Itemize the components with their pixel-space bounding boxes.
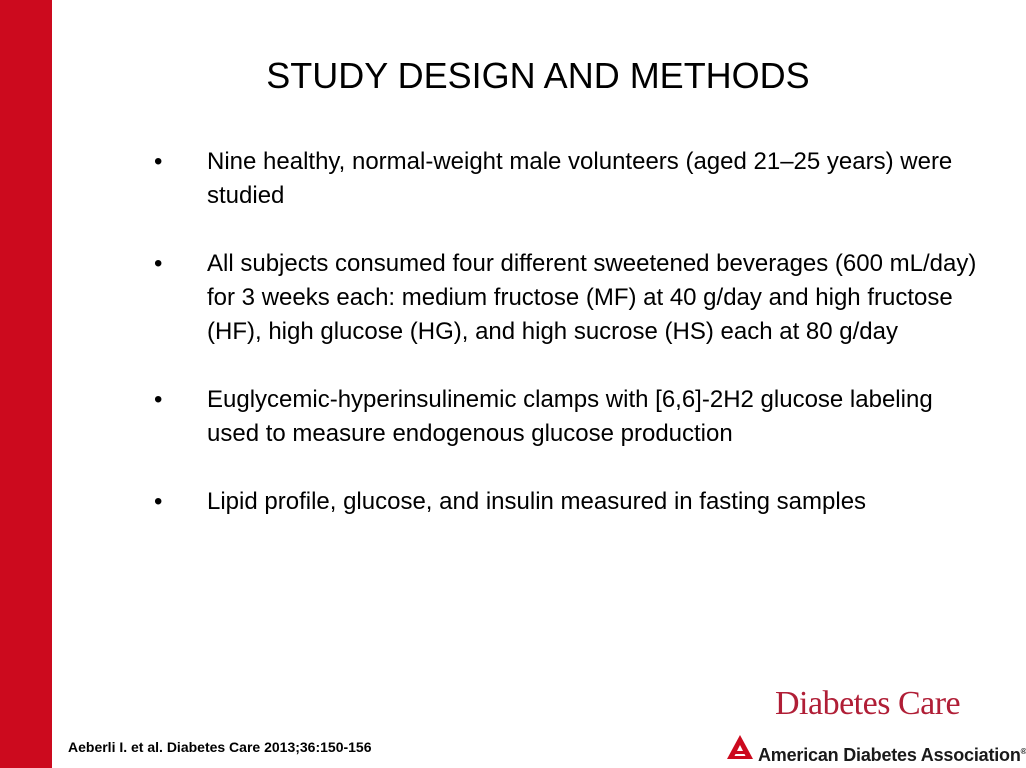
diabetes-care-logo: Diabetes Care xyxy=(775,685,961,722)
bullet-item xyxy=(150,247,980,349)
bullet-marker: • xyxy=(154,250,163,277)
ada-name: American Diabetes Association® xyxy=(758,745,1026,765)
bullet-item xyxy=(150,383,980,451)
slide-title: STUDY DESIGN AND METHODS xyxy=(266,55,810,96)
registered-mark: ® xyxy=(1020,747,1026,756)
citation: Aeberli I. et al. Diabetes Care 2013;36:150-156 xyxy=(68,739,372,755)
bullet-text: All subjects consumed four different sweetened beverages (600 mL/day) for 3 weeks each: medium fructose (MF) at 40 g/day and high fructose (HF), high glucose (HG), and high sucrose (HS) each at 80 g/day xyxy=(207,250,977,345)
bullet-marker: • xyxy=(154,148,163,175)
bullet-item xyxy=(150,145,980,213)
bullet-item xyxy=(150,485,980,519)
bullet-text: Euglycemic-hyperinsulinemic clamps with [6,6]-2H2 glucose labeling used to measure endogenous glucose production xyxy=(207,386,933,447)
ada-triangle-icon xyxy=(726,734,754,760)
bullet-list xyxy=(150,145,980,553)
bullet-marker: • xyxy=(154,488,163,515)
bullet-marker: • xyxy=(154,386,163,413)
red-side-bar xyxy=(0,0,52,768)
bullet-text: Nine healthy, normal-weight male volunteers (aged 21–25 years) were studied xyxy=(207,148,953,209)
bullet-text: Lipid profile, glucose, and insulin measured in fasting samples xyxy=(207,488,867,515)
